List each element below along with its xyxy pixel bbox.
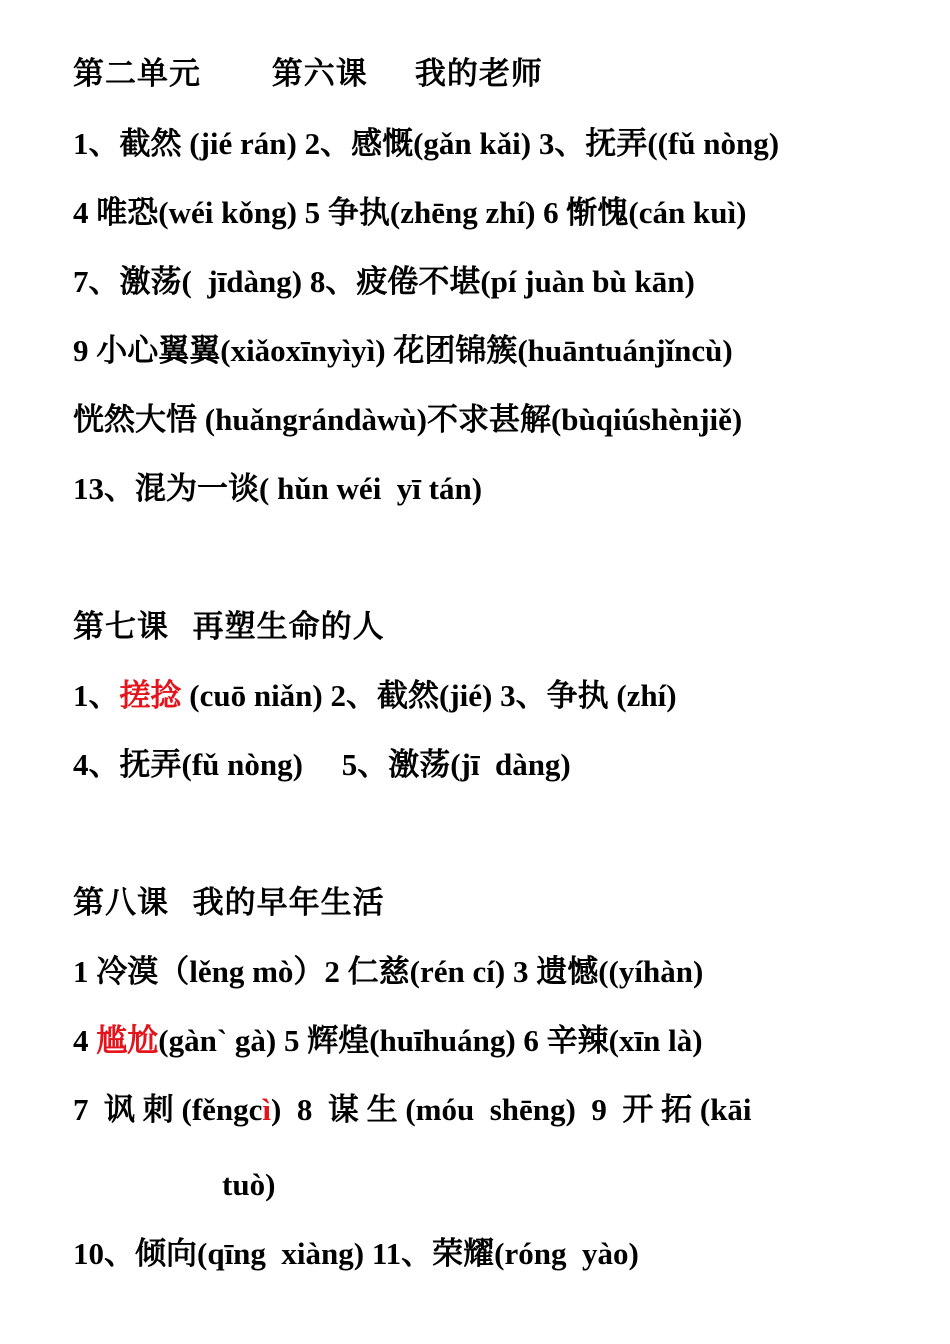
lesson6-line-1: 1、截然 (jié rán) 2、感慨(gǎn kǎi) 3、抚弄((fǔ nòng)	[73, 126, 780, 161]
lesson8-title: 第八课 我的早年生活	[73, 885, 385, 921]
lesson8-line-3	[73, 1090, 752, 1130]
lesson8-line-2	[73, 1021, 703, 1061]
lesson7-highlight-word: 搓捻	[119, 678, 182, 713]
lesson6-line-6: 13、混为一谈( hǔn wéi yī tán)	[73, 471, 483, 506]
lesson7-line-1	[73, 676, 677, 716]
lesson8-highlight-tone: ì	[262, 1092, 272, 1127]
lesson7-line-1-prefix: 1、	[73, 678, 120, 713]
lesson6-line-4: 9 小心翼翼(xiǎoxīnyìyì) 花团锦簇(huāntuánjǐncù)	[73, 333, 733, 368]
lesson8-line-2-rest: (gàn` gà) 5 辉煌(huīhuáng) 6 辛辣(xīn là)	[158, 1023, 703, 1058]
lesson8-line-3-b: ) 8 谋 生 (móu shēng) 9 开 拓 (kāi	[271, 1092, 752, 1127]
lesson7-line-1-rest: (cuō niǎn) 2、截然(jié) 3、争执 (zhí)	[181, 678, 677, 713]
lesson8-line-4: tuò)	[222, 1167, 276, 1202]
unit-lesson6-title: 第二单元 第六课 我的老师	[73, 56, 543, 92]
lesson6-line-3: 7、激荡( jīdàng) 8、疲倦不堪(pí juàn bù kān)	[73, 264, 695, 299]
lesson8-line-5: 10、倾向(qīng xiàng) 11、荣耀(róng yào)	[73, 1236, 639, 1271]
lesson8-line-3-a: 7 讽 刺 (fěngc	[73, 1092, 263, 1127]
lesson6-line-5: 恍然大悟 (huǎngrándàwù)不求甚解(bùqiúshènjiě)	[73, 402, 743, 437]
lesson8-line-1: 1 冷漠（lěng mò）2 仁慈(rén cí) 3 遗憾((yíhàn)	[73, 954, 704, 989]
lesson7-line-2: 4、抚弄(fǔ nòng) 5、激荡(jī dàng)	[73, 747, 571, 782]
lesson8-line-2-prefix: 4	[73, 1023, 97, 1058]
lesson6-line-2: 4 唯恐(wéi kǒng) 5 争执(zhēng zhí) 6 惭愧(cán kuì)	[73, 195, 747, 230]
lesson8-highlight-word: 尴尬	[96, 1023, 159, 1058]
lesson7-title: 第七课 再塑生命的人	[73, 609, 385, 645]
